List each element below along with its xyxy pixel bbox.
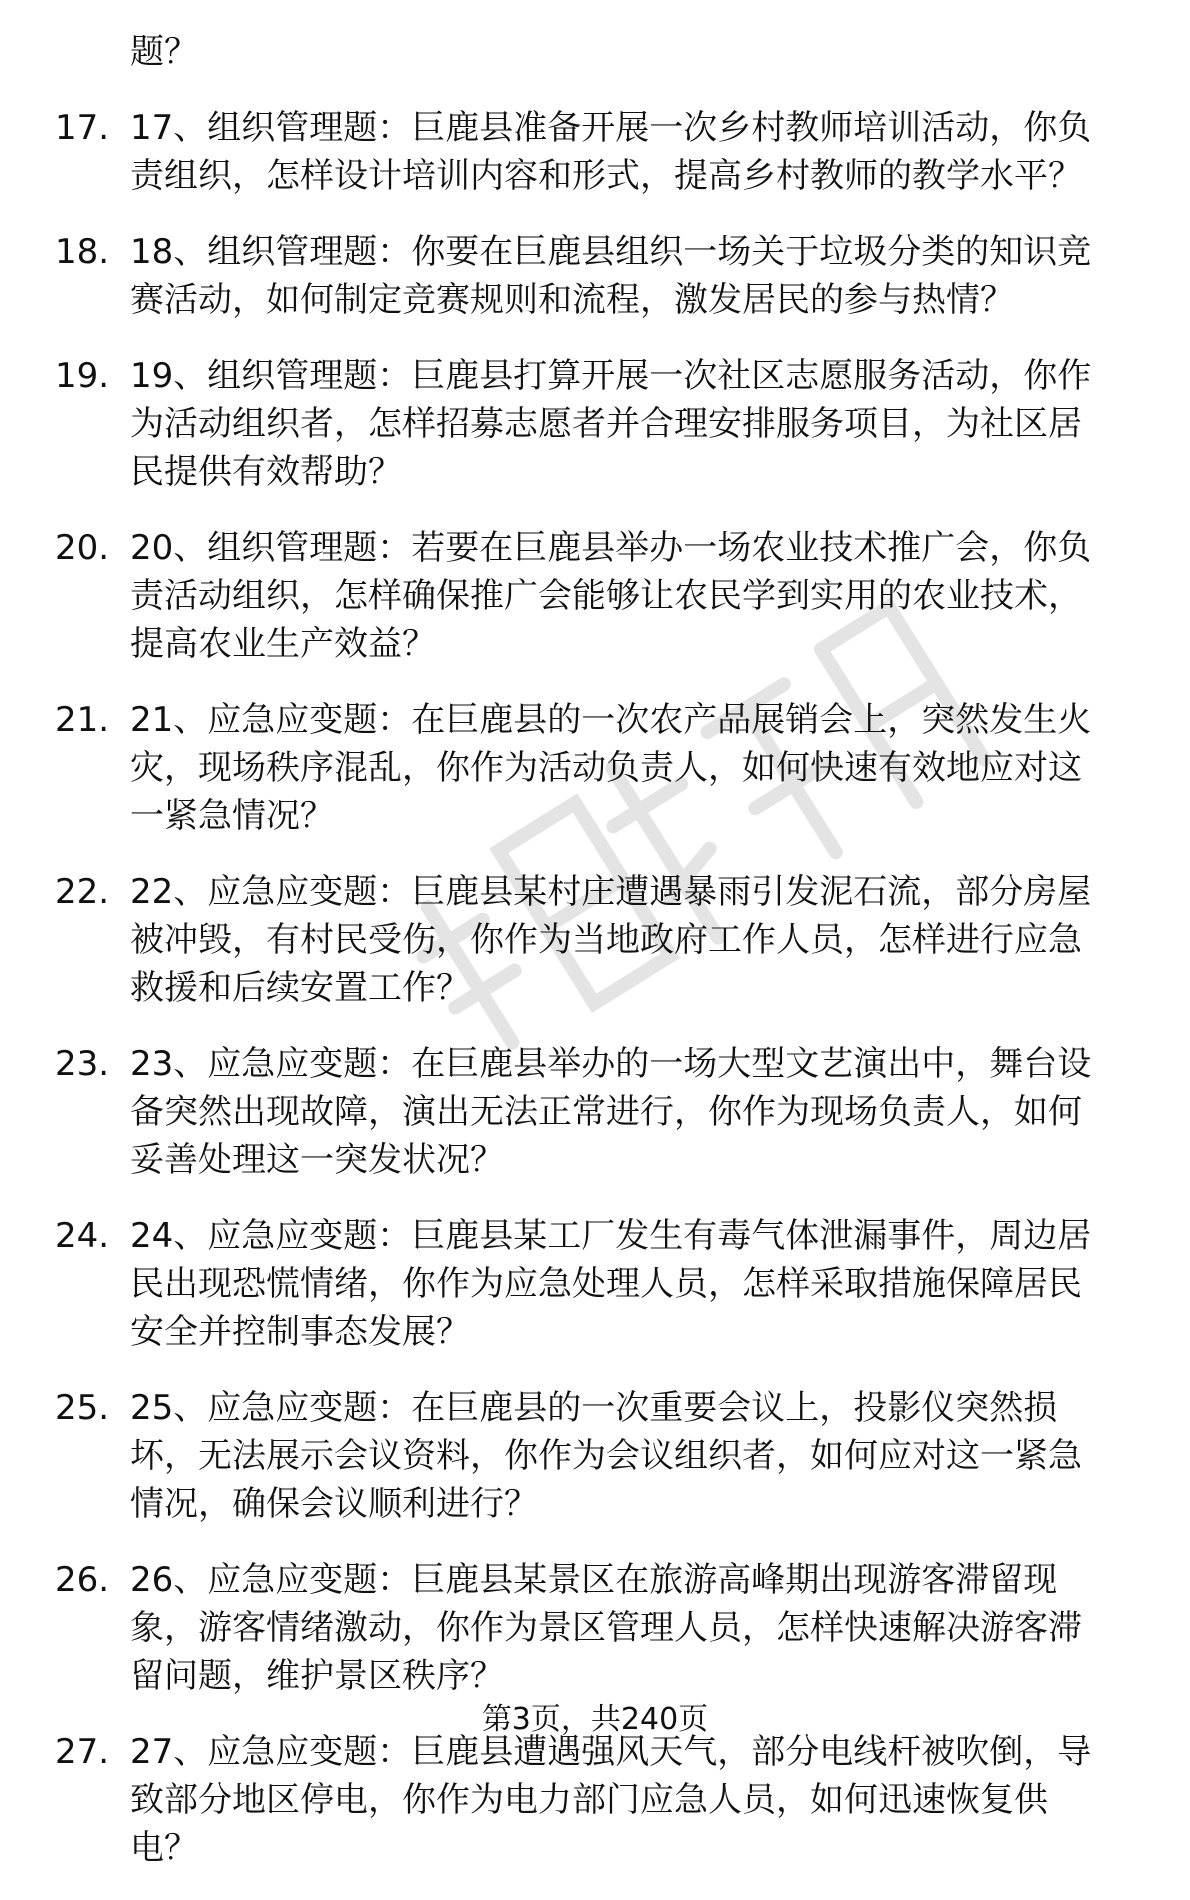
question-line: 民出现恐慌情绪，你作为应急处理人员，怎样采取措施保障居民 bbox=[130, 1264, 1082, 1304]
question-line: 21、应急应变题：在巨鹿县的一次农产品展销会上，突然发生火 bbox=[130, 700, 1092, 740]
question-item bbox=[55, 1728, 1155, 1872]
question-line: 19、组织管理题：巨鹿县打算开展一次社区志愿服务活动，你作 bbox=[130, 356, 1092, 396]
question-line: 致部分地区停电，你作为电力部门应急人员，如何迅速恢复供 bbox=[130, 1780, 1048, 1820]
question-line: 坏，无法展示会议资料，你作为会议组织者，如何应对这一紧急 bbox=[130, 1436, 1082, 1476]
list-number: 21. bbox=[55, 700, 110, 740]
question-line: 妥善处理这一突发状况？ bbox=[130, 1140, 504, 1180]
question-item bbox=[55, 1040, 1155, 1184]
list-number: 18. bbox=[55, 232, 110, 272]
list-number: 24. bbox=[55, 1216, 110, 1256]
question-item bbox=[55, 1556, 1155, 1700]
list-number: 27. bbox=[55, 1732, 110, 1772]
question-line: 22、应急应变题：巨鹿县某村庄遭遇暴雨引发泥石流，部分房屋 bbox=[130, 872, 1092, 912]
question-line: 灾，现场秩序混乱，你作为活动负责人，如何快速有效地应对这 bbox=[130, 748, 1082, 788]
question-line: 为活动组织者，怎样招募志愿者并合理安排服务项目，为社区居 bbox=[130, 404, 1082, 444]
question-line: 25、应急应变题：在巨鹿县的一次重要会议上，投影仪突然损 bbox=[130, 1388, 1058, 1428]
question-line: 提高农业生产效益？ bbox=[130, 624, 436, 664]
question-line: 安全并控制事态发展？ bbox=[130, 1312, 470, 1352]
continued-text: 题？ bbox=[130, 32, 198, 72]
list-number: 22. bbox=[55, 872, 110, 912]
list-number: 20. bbox=[55, 528, 110, 568]
question-line: 23、应急应变题：在巨鹿县举办的一场大型文艺演出中，舞台设 bbox=[130, 1044, 1092, 1084]
question-item bbox=[55, 228, 1155, 324]
question-line: 象，游客情绪激动，你作为景区管理人员，怎样快速解决游客滞 bbox=[130, 1608, 1082, 1648]
page-footer: 第3页，共240页 bbox=[481, 1702, 709, 1737]
question-line: 赛活动，如何制定竞赛规则和流程，激发居民的参与热情？ bbox=[130, 280, 1014, 320]
question-line: 17、组织管理题：巨鹿县准备开展一次乡村教师培训活动，你负 bbox=[130, 108, 1092, 148]
question-line: 救援和后续安置工作？ bbox=[130, 968, 470, 1008]
list-number: 17. bbox=[55, 108, 110, 148]
question-line: 27、应急应变题：巨鹿县遭遇强风天气，部分电线杆被吹倒，导 bbox=[130, 1732, 1092, 1772]
question-line: 24、应急应变题：巨鹿县某工厂发生有毒气体泄漏事件，周边居 bbox=[130, 1216, 1092, 1256]
question-item bbox=[55, 1212, 1155, 1356]
list-number: 26. bbox=[55, 1560, 110, 1600]
question-item bbox=[55, 104, 1155, 200]
question-line: 责活动组织，怎样确保推广会能够让农民学到实用的农业技术， bbox=[130, 576, 1082, 616]
question-line: 备突然出现故障，演出无法正常进行，你作为现场负责人，如何 bbox=[130, 1092, 1082, 1132]
question-line: 民提供有效帮助？ bbox=[130, 452, 402, 492]
question-line: 20、组织管理题：若要在巨鹿县举办一场农业技术推广会，你负 bbox=[130, 528, 1092, 568]
question-line: 18、组织管理题：你要在巨鹿县组织一场关于垃圾分类的知识竞 bbox=[130, 232, 1092, 272]
question-line: 一紧急情况？ bbox=[130, 796, 334, 836]
list-number: 25. bbox=[55, 1388, 110, 1428]
question-line: 被冲毁，有村民受伤，你作为当地政府工作人员，怎样进行应急 bbox=[130, 920, 1082, 960]
question-line: 情况，确保会议顺利进行？ bbox=[130, 1484, 538, 1524]
question-line: 26、应急应变题：巨鹿县某景区在旅游高峰期出现游客滞留现 bbox=[130, 1560, 1058, 1600]
question-item bbox=[55, 524, 1155, 668]
question-line: 电？ bbox=[130, 1828, 198, 1868]
question-item bbox=[55, 696, 1155, 840]
list-number: 19. bbox=[55, 356, 110, 396]
question-item bbox=[55, 1384, 1155, 1528]
question-line: 责组织，怎样设计培训内容和形式，提高乡村教师的教学水平？ bbox=[130, 156, 1082, 196]
question-list bbox=[55, 28, 1155, 1900]
list-number: 23. bbox=[55, 1044, 110, 1084]
question-line: 留问题，维护景区秩序？ bbox=[130, 1656, 504, 1696]
question-item bbox=[55, 352, 1155, 496]
question-item bbox=[55, 868, 1155, 1012]
